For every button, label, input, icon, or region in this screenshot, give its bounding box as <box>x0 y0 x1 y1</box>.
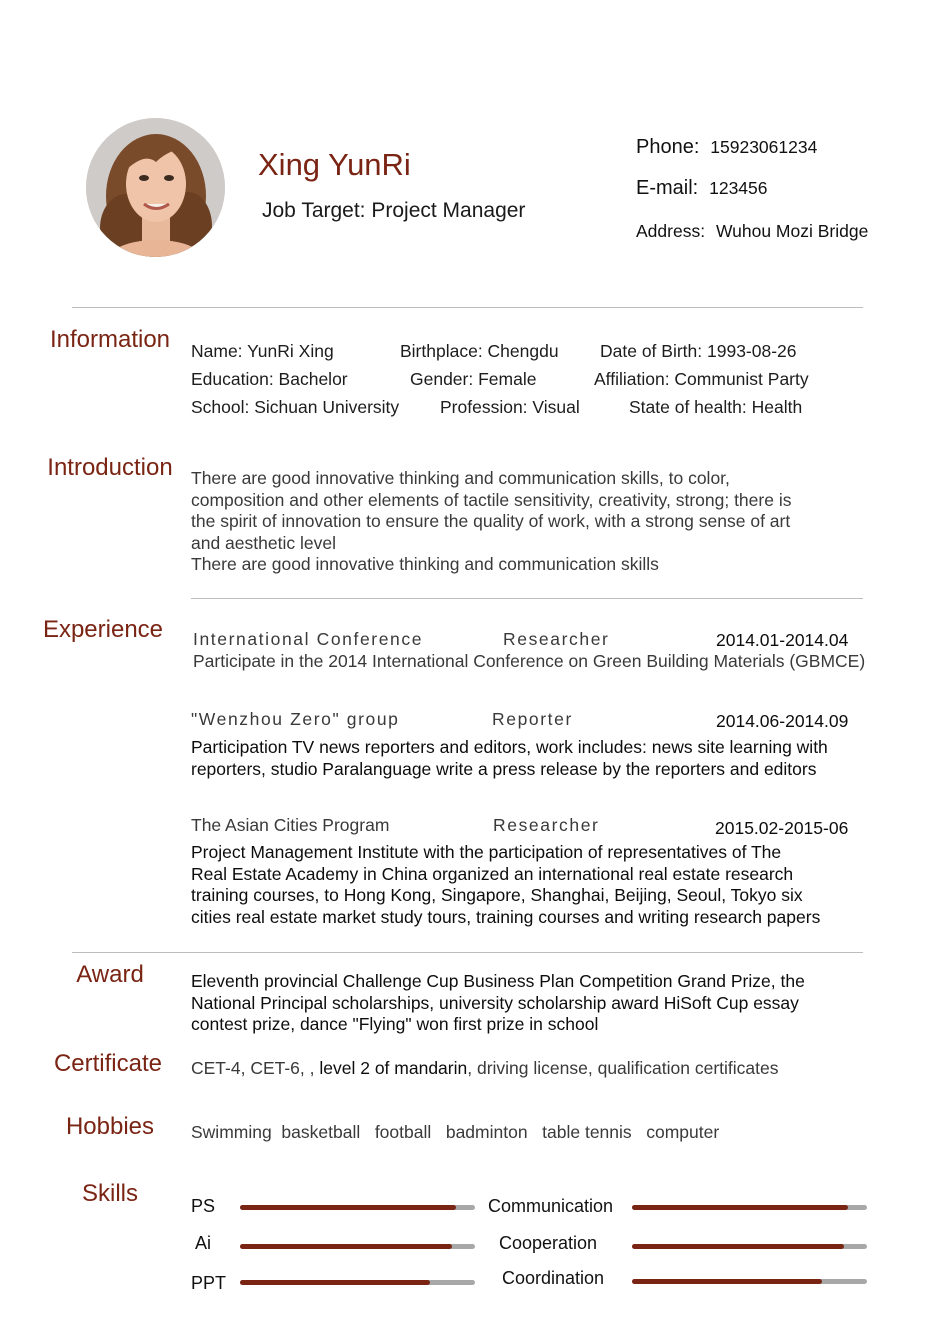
intro-line: the spirit of innovation to ensure the quality of work, with a strong sense of art <box>191 511 791 531</box>
intro-line: There are good innovative thinking and communication skills, to color, <box>191 468 730 488</box>
certificate-mandarin: level 2 of mandarin <box>319 1058 468 1078</box>
skill-label: Cooperation <box>499 1233 598 1253</box>
email-value: 123456 <box>709 178 768 198</box>
award-text <box>191 971 805 1036</box>
certificate-part: , driving license, qualification certificates <box>467 1058 779 1078</box>
award-line: National Principal scholarships, university scholarship award HiSoft Cup essay <box>191 992 799 1013</box>
hobbies-text: Swimming basketball football badminton table tennis computer <box>191 1122 720 1142</box>
section-title-skills: Skills <box>81 1180 138 1207</box>
section-title-hobbies: Hobbies <box>65 1113 155 1140</box>
intro-line: and aesthetic level <box>191 532 336 553</box>
info-school: School: Sichuan University <box>191 397 400 417</box>
experience-line: Real Estate Academy in China organized an international real estate research <box>191 863 794 884</box>
experience-line: Participation TV news reporters and editors, work includes: news site learning with <box>191 737 828 757</box>
skill-bar <box>632 1244 867 1249</box>
intro-line: composition and other elements of tactile sensitivity, creativity, strong; there is <box>191 489 792 510</box>
skill-bar <box>240 1280 475 1285</box>
phone-value: 15923061234 <box>710 137 818 157</box>
skill-bar-fill <box>240 1244 452 1249</box>
info-name: Name: YunRi Xing <box>191 341 334 361</box>
skill-bar-fill <box>240 1205 456 1210</box>
experience-description <box>191 842 820 928</box>
divider <box>72 307 863 308</box>
skill-bar-fill <box>632 1205 848 1210</box>
section-title-experience: Experience <box>42 616 164 643</box>
job-target: Job Target: Project Manager <box>262 199 526 222</box>
skill-bar <box>240 1205 475 1210</box>
address-value: Wuhou Mozi Bridge <box>715 221 869 241</box>
skill-label: Communication <box>488 1196 614 1216</box>
divider <box>191 598 863 599</box>
skill-label: Ai <box>195 1233 212 1253</box>
introduction-text <box>191 468 891 576</box>
phone-row <box>636 136 817 159</box>
skill-bar-fill <box>240 1280 430 1285</box>
email-row <box>636 177 768 200</box>
info-gender: Gender: Female <box>410 369 537 389</box>
experience-date: 2014.01-2014.04 <box>716 630 849 650</box>
experience-date: 2015.02-2015-06 <box>715 818 849 838</box>
experience-date: 2014.06-2014.09 <box>716 711 849 731</box>
phone-label: Phone: <box>636 136 700 158</box>
address-row <box>636 221 868 242</box>
experience-line: cities real estate market study tours, training courses and writing research papers <box>191 906 821 927</box>
award-line: Eleventh provincial Challenge Cup Business Plan Competition Grand Prize, the <box>191 971 805 991</box>
info-birthplace: Birthplace: Chengdu <box>400 341 559 361</box>
info-profession: Profession: Visual <box>440 397 580 417</box>
experience-description: Participate in the 2014 International Conference on Green Building Materials (GBMCE) <box>193 651 866 671</box>
experience-role: Reporter <box>492 709 573 729</box>
skill-bar <box>632 1205 867 1210</box>
skill-bar <box>632 1279 867 1284</box>
experience-org: "Wenzhou Zero" group <box>191 709 400 729</box>
info-affiliation: Affiliation: Communist Party <box>594 369 809 389</box>
section-title-award: Award <box>76 961 144 988</box>
experience-role: Researcher <box>503 629 610 649</box>
experience-org: The Asian Cities Program <box>191 815 390 835</box>
section-title-introduction: Introduction <box>47 454 173 481</box>
divider <box>72 952 863 953</box>
info-date-of-birth: Date of Birth: 1993-08-26 <box>600 341 797 361</box>
experience-description <box>191 737 828 780</box>
section-title-information: Information <box>49 326 171 353</box>
skill-label: PPT <box>191 1273 227 1293</box>
skill-label: PS <box>191 1196 216 1216</box>
certificate-part: CET-4, CET-6, , <box>191 1058 320 1078</box>
experience-line: training courses, to Hong Kong, Singapore, Shanghai, Beijing, Seoul, Tokyo six <box>191 885 803 905</box>
address-label: Address: <box>636 221 706 241</box>
certificate-text <box>191 1058 779 1080</box>
info-education: Education: Bachelor <box>191 369 348 389</box>
email-label: E-mail: <box>636 177 699 199</box>
skill-bar-fill <box>632 1244 844 1249</box>
award-line: contest prize, dance "Flying" won first prize in school <box>191 1014 599 1034</box>
experience-line: reporters, studio Paralanguage write a press release by the reporters and editors <box>191 758 817 779</box>
skill-bar <box>240 1244 475 1249</box>
info-health: State of health: Health <box>629 397 803 417</box>
profile-photo <box>86 118 225 257</box>
experience-line: Project Management Institute with the participation of representatives of The <box>191 842 782 862</box>
experience-role: Researcher <box>493 815 600 835</box>
portrait-image <box>86 118 225 257</box>
skill-bar-fill <box>632 1279 822 1284</box>
section-title-certificate: Certificate <box>53 1050 163 1077</box>
intro-line: There are good innovative thinking and communication skills <box>191 554 659 574</box>
candidate-name: Xing YunRi <box>258 147 411 182</box>
skill-label: Coordination <box>502 1268 605 1288</box>
experience-org: International Conference <box>193 629 424 649</box>
